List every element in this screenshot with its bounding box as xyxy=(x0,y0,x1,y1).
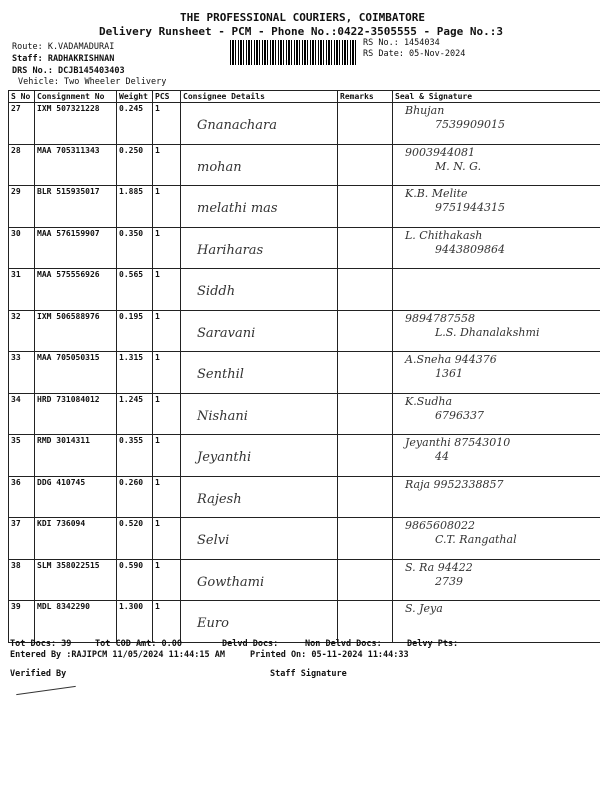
row-sno: 31 xyxy=(9,269,35,311)
signature-line: S. Jeya xyxy=(405,602,443,615)
row-consignee-details xyxy=(181,559,338,601)
row-seal-signature xyxy=(393,186,600,228)
rs-date: RS Date: 05-Nov-2024 xyxy=(363,49,466,59)
row-consignment-no: MDL 8342290 xyxy=(35,601,117,643)
row-remarks xyxy=(338,518,393,560)
row-weight: 1.315 xyxy=(117,352,153,394)
staff-signature: Staff Signature xyxy=(270,669,347,679)
row-pcs: 1 xyxy=(153,186,181,228)
row-remarks xyxy=(338,352,393,394)
table-row xyxy=(9,435,600,477)
row-pcs: 1 xyxy=(153,103,181,145)
signature-line: Jeyanthi 87543010 xyxy=(405,436,511,449)
rs-number: RS No.: 1454034 xyxy=(363,38,440,48)
consignee-name-handwritten: Nishani xyxy=(197,408,248,424)
row-consignment-no: IXM 506588976 xyxy=(35,310,117,352)
row-consignment-no: MAA 576159907 xyxy=(35,227,117,269)
row-seal-signature xyxy=(393,310,600,352)
drs-label: DRS No.: DCJB145403403 xyxy=(12,66,125,76)
row-remarks xyxy=(338,103,393,145)
signature-line: K.B. Melite xyxy=(405,187,468,200)
table-row xyxy=(9,186,600,228)
row-seal-signature xyxy=(393,269,600,311)
row-pcs: 1 xyxy=(153,269,181,311)
row-weight: 1.300 xyxy=(117,601,153,643)
signature-line: 9003944081 xyxy=(405,145,475,159)
consignee-name-handwritten: Gowthami xyxy=(197,574,265,590)
row-remarks xyxy=(338,310,393,352)
table-row xyxy=(9,559,600,601)
vehicle-label: Vehicle: Two Wheeler Delivery xyxy=(18,77,167,87)
row-remarks xyxy=(338,476,393,518)
consignee-name-handwritten: Gnanachara xyxy=(197,118,277,133)
row-consignment-no: HRD 731084012 xyxy=(35,393,117,435)
row-consignee-details xyxy=(181,186,338,228)
row-consignee-details xyxy=(181,518,338,560)
signature-line: 9865608022 xyxy=(405,519,475,532)
row-remarks xyxy=(338,269,393,311)
row-consignee-details xyxy=(181,476,338,518)
signature-line: A.Sneha 944376 xyxy=(405,353,497,366)
table-row xyxy=(9,601,600,643)
row-weight: 0.195 xyxy=(117,310,153,352)
col-remarks: Remarks xyxy=(338,91,393,103)
row-consignment-no: BLR 515935017 xyxy=(35,186,117,228)
phone-handwritten: 6796337 xyxy=(435,408,484,422)
row-consignment-no: MAA 705050315 xyxy=(35,352,117,394)
tot-cod: Tot COD Amt: 0.00 xyxy=(95,639,182,649)
verified-by: Verified By xyxy=(10,669,67,679)
staff-label: Staff: RADHAKRISHNAN xyxy=(12,54,115,64)
row-sno: 27 xyxy=(9,103,35,145)
row-consignment-no: MAA 705311343 xyxy=(35,144,117,186)
barcode-icon xyxy=(230,40,358,65)
delvd-docs: Delvd Docs: xyxy=(222,639,279,649)
row-weight: 1.885 xyxy=(117,186,153,228)
row-sno: 28 xyxy=(9,144,35,186)
runsheet-table xyxy=(8,90,600,643)
row-remarks xyxy=(338,601,393,643)
row-pcs: 1 xyxy=(153,476,181,518)
col-weight: Weight xyxy=(117,91,153,103)
row-sno: 39 xyxy=(9,601,35,643)
row-sno: 35 xyxy=(9,435,35,477)
row-consignee-details xyxy=(181,227,338,269)
phone-handwritten: 7539909015 xyxy=(435,118,505,131)
row-pcs: 1 xyxy=(153,435,181,477)
row-seal-signature xyxy=(393,103,600,145)
row-consignment-no: MAA 575556926 xyxy=(35,269,117,311)
row-remarks xyxy=(338,435,393,477)
printed-on: Printed On: 05-11-2024 11:44:33 xyxy=(250,650,409,660)
row-remarks xyxy=(338,559,393,601)
table-row xyxy=(9,227,600,269)
table-row xyxy=(9,144,600,186)
row-pcs: 1 xyxy=(153,310,181,352)
table-row xyxy=(9,269,600,311)
row-sno: 33 xyxy=(9,352,35,394)
row-consignment-no: DDG 410745 xyxy=(35,476,117,518)
phone-handwritten: 1361 xyxy=(435,367,463,380)
row-consignee-details xyxy=(181,103,338,145)
table-row xyxy=(9,393,600,435)
signature-line: 9894787558 xyxy=(405,311,475,325)
col-seal-signature: Seal & Signature xyxy=(393,91,600,103)
runsheet-title: Delivery Runsheet - PCM - Phone No.:0422-3505555 - Page No.:3 xyxy=(99,25,503,38)
row-weight: 0.250 xyxy=(117,144,153,186)
consignee-name-handwritten: Euro xyxy=(197,616,229,631)
row-seal-signature xyxy=(393,476,600,518)
row-sno: 32 xyxy=(9,310,35,352)
phone-handwritten: 9443809864 xyxy=(435,242,505,256)
table-row xyxy=(9,518,600,560)
col-sno: S No xyxy=(9,91,35,103)
consignee-name-handwritten: Senthil xyxy=(197,367,244,382)
row-remarks xyxy=(338,393,393,435)
col-consignment: Consignment No xyxy=(35,91,117,103)
row-consignment-no: KDI 736094 xyxy=(35,518,117,560)
row-pcs: 1 xyxy=(153,393,181,435)
row-seal-signature xyxy=(393,352,600,394)
row-consignee-details xyxy=(181,352,338,394)
table-row xyxy=(9,310,600,352)
row-sno: 29 xyxy=(9,186,35,228)
row-consignee-details xyxy=(181,601,338,643)
row-weight: 0.520 xyxy=(117,518,153,560)
table-row xyxy=(9,103,600,145)
tot-docs: Tot Docs: 39 xyxy=(10,639,72,649)
consignee-name-handwritten: Rajesh xyxy=(197,491,242,507)
col-consignee: Consignee Details xyxy=(181,91,338,103)
row-consignee-details xyxy=(181,310,338,352)
signature-line: Bhujan xyxy=(405,104,445,117)
row-remarks xyxy=(338,186,393,228)
row-pcs: 1 xyxy=(153,144,181,186)
non-delvd-docs: Non Delvd Docs: xyxy=(305,639,382,649)
row-weight: 1.245 xyxy=(117,393,153,435)
row-weight: 0.260 xyxy=(117,476,153,518)
row-weight: 0.350 xyxy=(117,227,153,269)
phone-handwritten: 44 xyxy=(435,450,449,463)
row-pcs: 1 xyxy=(153,352,181,394)
route-label: Route: K.VADAMADURAI xyxy=(12,42,115,52)
row-weight: 0.245 xyxy=(117,103,153,145)
row-seal-signature xyxy=(393,227,600,269)
row-pcs: 1 xyxy=(153,601,181,643)
phone-handwritten: M. N. G. xyxy=(435,159,482,173)
signature-line: Raja 9952338857 xyxy=(405,477,504,491)
row-consignee-details xyxy=(181,144,338,186)
consignee-name-handwritten: Siddh xyxy=(197,284,236,299)
row-consignee-details xyxy=(181,269,338,311)
row-consignment-no: SLM 358022515 xyxy=(35,559,117,601)
signature-line: L. Chithakash xyxy=(405,228,483,242)
phone-handwritten: L.S. Dhanalakshmi xyxy=(435,325,540,339)
row-consignment-no: IXM 507321228 xyxy=(35,103,117,145)
row-sno: 38 xyxy=(9,559,35,601)
phone-handwritten: C.T. Rangathal xyxy=(435,533,517,546)
row-seal-signature xyxy=(393,393,600,435)
row-sno: 30 xyxy=(9,227,35,269)
row-seal-signature xyxy=(393,144,600,186)
row-sno: 34 xyxy=(9,393,35,435)
row-seal-signature xyxy=(393,601,600,643)
row-pcs: 1 xyxy=(153,518,181,560)
row-remarks xyxy=(338,144,393,186)
consignee-name-handwritten: mohan xyxy=(197,159,242,175)
row-weight: 0.355 xyxy=(117,435,153,477)
row-pcs: 1 xyxy=(153,559,181,601)
row-remarks xyxy=(338,227,393,269)
row-seal-signature xyxy=(393,518,600,560)
row-pcs: 1 xyxy=(153,227,181,269)
row-consignment-no: RMD 3014311 xyxy=(35,435,117,477)
signature-scribble xyxy=(16,686,76,695)
consignee-name-handwritten: Jeyanthi xyxy=(197,450,252,465)
signature-line: K.Sudha xyxy=(405,394,453,408)
row-seal-signature xyxy=(393,435,600,477)
phone-handwritten: 2739 xyxy=(435,574,463,588)
company-name: THE PROFESSIONAL COURIERS, COIMBATORE xyxy=(180,11,426,24)
delvy-pts: Delvy Pts: xyxy=(407,639,459,649)
row-consignee-details xyxy=(181,435,338,477)
entered-by: Entered By :RAJIPCM 11/05/2024 11:44:15 AM xyxy=(10,650,225,660)
col-pcs: PCS xyxy=(153,91,181,103)
row-weight: 0.590 xyxy=(117,559,153,601)
phone-handwritten: 9751944315 xyxy=(435,201,505,214)
table-header-row xyxy=(9,91,600,103)
table-row xyxy=(9,352,600,394)
consignee-name-handwritten: melathi mas xyxy=(197,201,278,216)
row-seal-signature xyxy=(393,559,600,601)
signature-line: S. Ra 94422 xyxy=(405,560,473,574)
consignee-name-handwritten: Saravani xyxy=(197,325,256,341)
row-sno: 37 xyxy=(9,518,35,560)
row-consignee-details xyxy=(181,393,338,435)
row-weight: 0.565 xyxy=(117,269,153,311)
consignee-name-handwritten: Selvi xyxy=(197,533,230,548)
consignee-name-handwritten: Hariharas xyxy=(197,242,264,258)
row-sno: 36 xyxy=(9,476,35,518)
table-row xyxy=(9,476,600,518)
